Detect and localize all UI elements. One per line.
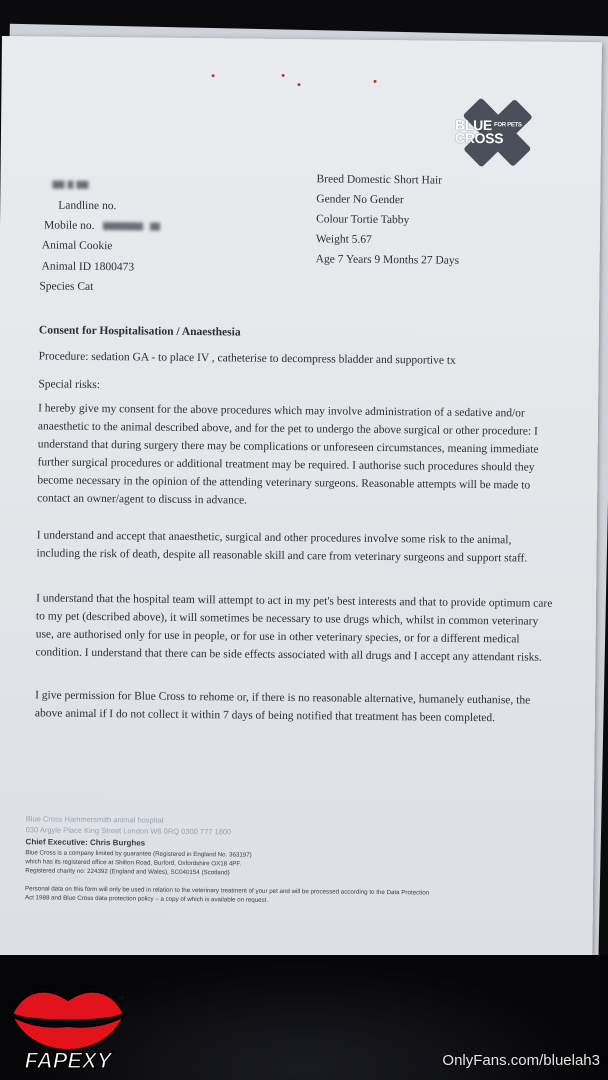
svg-text:FAPEXY: FAPEXY <box>24 1048 112 1072</box>
breed: Breed Domestic Short Hair <box>316 173 443 187</box>
mobile-label: Mobile no. <box>43 219 95 232</box>
consent-paragraph-4: I give permission for Blue Cross to rehome or, if there is no reasonable alternative, humanely euthanise, the above animal if I do not collect it within 7 days of being notified that treatment has been completed. <box>34 689 531 725</box>
ink-speck <box>297 83 300 86</box>
footer-charity: Registered charity no: 224392 (England and Wales), SC040154 (Scotland) <box>25 867 230 877</box>
consent-paragraph-2: I understand and accept that anaesthetic, surgical and other procedures involve some risk to the animal, including the risk of death, despite all reasonable skill and care from veterinary surgeons and support staff. <box>36 529 528 565</box>
onlyfans-watermark: OnlyFans.com/bluelah3 <box>442 1052 600 1069</box>
footer-company-2: which has its registered office at Shilton Road, Burford, Oxfordshire OX18 4PF. <box>25 858 242 868</box>
ink-speck <box>282 74 285 77</box>
footer-hospital: Blue Cross Hammersmith animal hospital <box>25 814 164 825</box>
consent-paragraph-3: I understand that the hospital team will attempt to act in my pet's best interests and that to provide optimum care to my pet (described above), it will sometimes be necessary to use drugs which, whilst in common veterinary use, are authorised only for use in people, or for use in other veterinary species, or for a different medical condition. I understand that there can be side effects associated with all drugs and I accept any attendant risks. <box>35 592 553 664</box>
footer-privacy-1: Personal data on this form will only be used in relation to the veterinary treatment of your pet and will be processed according to the Data Protection <box>25 885 430 897</box>
footer-address: 030 Argyle Place King Street London W6 0RQ 0300 777 1800 <box>25 825 232 837</box>
mobile-row <box>44 219 160 232</box>
redacted-owner-name <box>52 179 88 191</box>
age: Age 7 Years 9 Months 27 Days <box>315 253 460 267</box>
species: Species Cat <box>39 280 94 293</box>
footer-privacy-2: Act 1988 and Blue Cross data protection policy – a copy of which is available on request. <box>24 894 269 904</box>
animal-name: Animal Cookie <box>41 239 113 253</box>
footer-ceo: Chief Executive: Chris Burghes <box>25 837 146 848</box>
procedure-line: Procedure: sedation GA - to place IV , catheterise to decompress bladder and supportive tx <box>38 350 456 367</box>
consent-heading: Consent for Hospitalisation / Anaesthesia <box>38 324 241 339</box>
blue-cross-logo <box>449 93 546 172</box>
fapexy-lips-logo <box>6 980 130 1072</box>
special-risks-label: Special risks: <box>38 378 101 392</box>
gender: Gender No Gender <box>316 193 404 207</box>
colour: Colour Tortie Tabby <box>316 213 410 227</box>
logo-text: BLUE $^{FOR PETS}$ CROSS <box>454 116 522 147</box>
consent-form-page <box>0 36 602 962</box>
consent-paragraph-1: I hereby give my consent for the above procedures which may involve administration of a sedative and/or anaesthetic to the animal described above, and for the pet to undergo the above surgical or other procedure: I understand that during surgery there may be complications or unforeseen circumstances, meaning immediate further surgical procedures or additional treatment may be required. I authorise such procedures should they become necessary in the opinion of the attending veterinary surgeons. Reasonable attempts will be made to contact an owner/agent to discuss in advance. <box>37 402 539 507</box>
animal-id: Animal ID 1800473 <box>41 260 135 274</box>
ink-speck <box>212 74 215 77</box>
weight: Weight 5.67 <box>315 233 372 246</box>
redacted-mobile <box>150 223 160 231</box>
ink-speck <box>374 80 377 83</box>
footer-company-1: Blue Cross is a company limited by guarantee (Registered in England No. 363197) <box>25 849 252 859</box>
redacted-mobile <box>103 222 143 230</box>
landline-label: Landline no. <box>58 199 117 213</box>
